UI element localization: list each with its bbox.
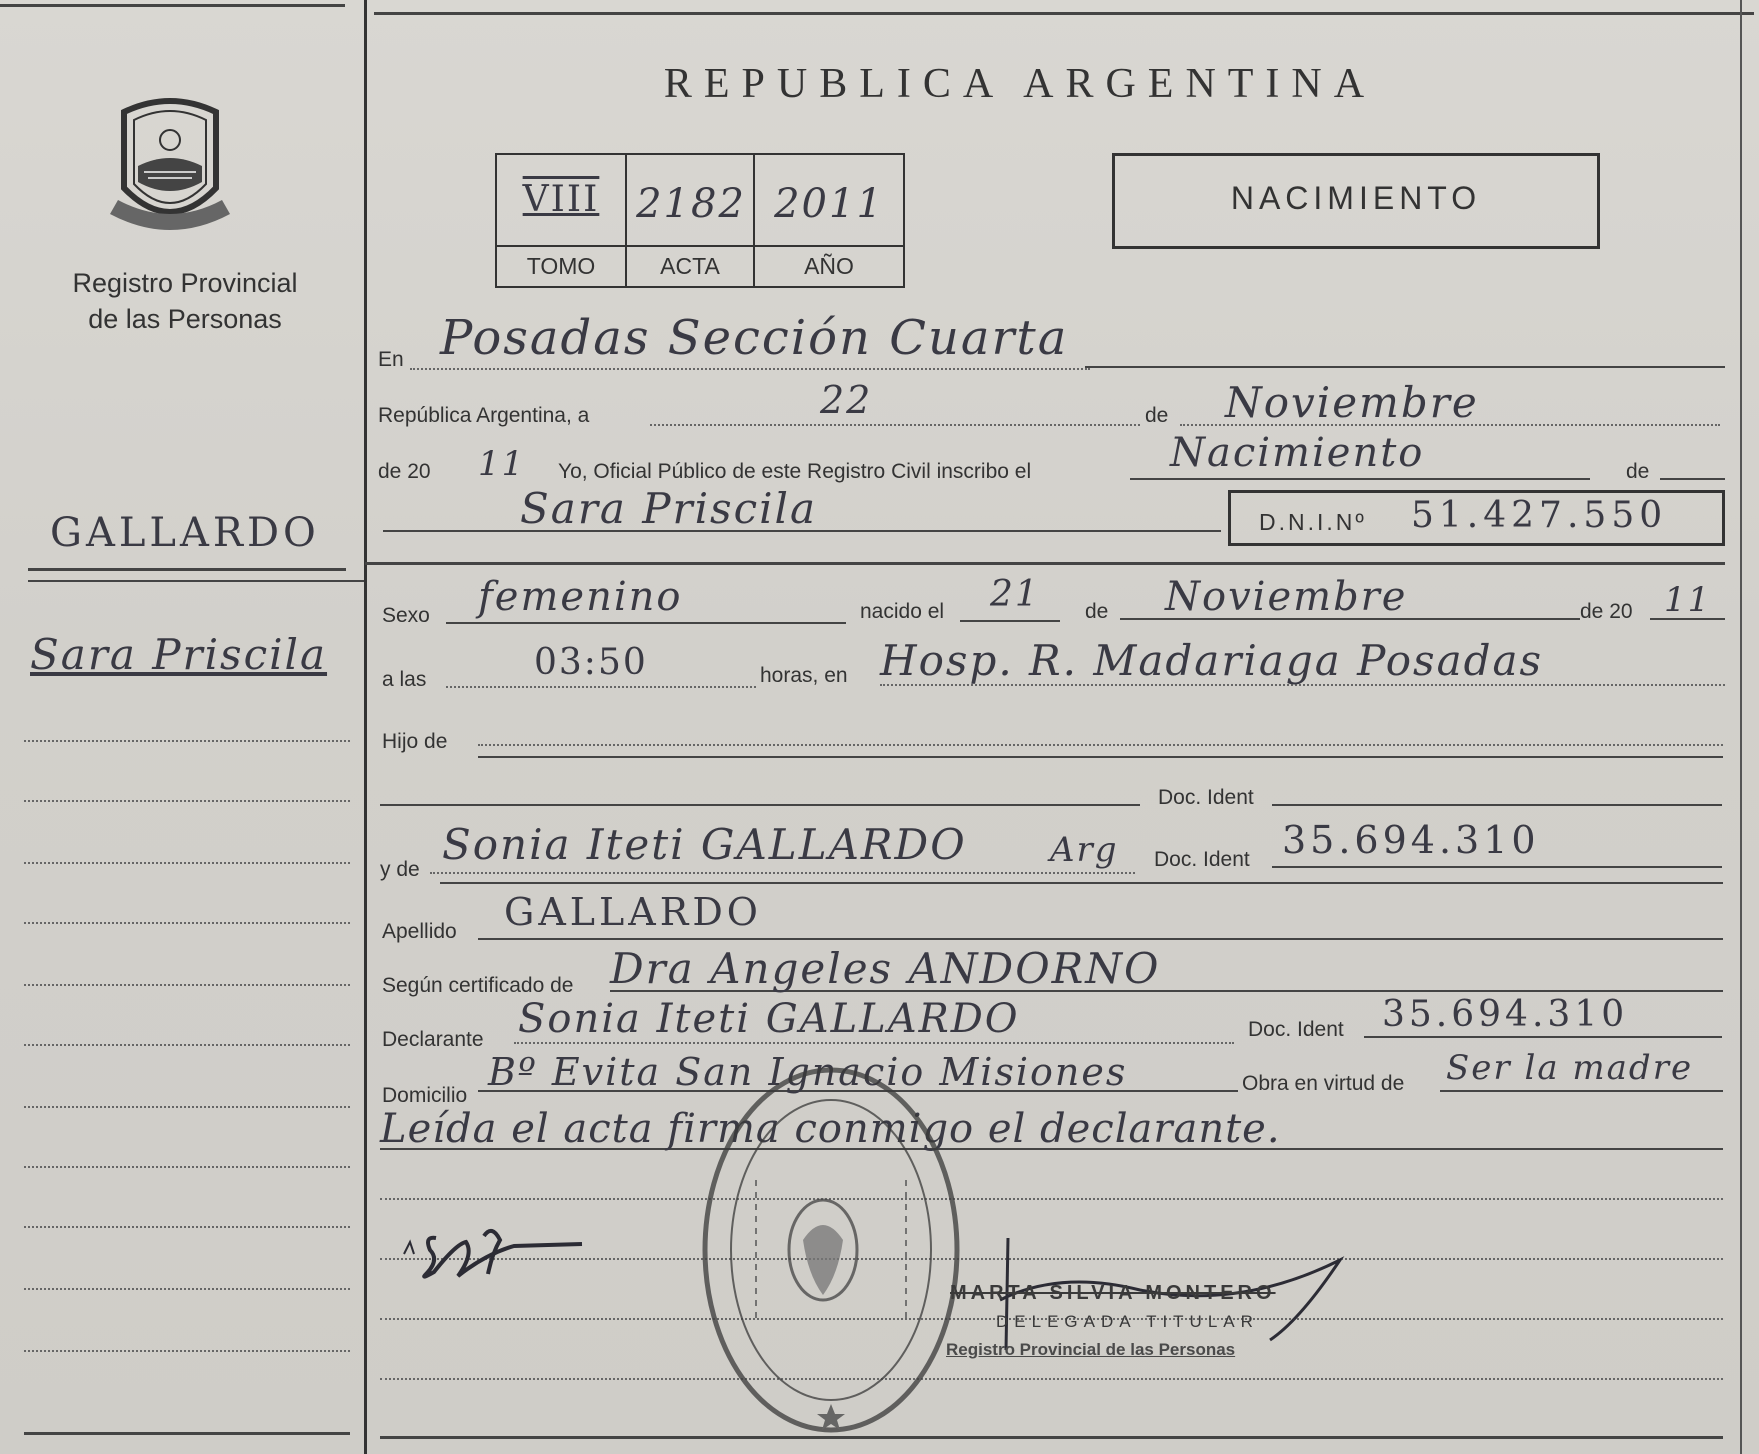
domicilio-label: Domicilio: [382, 1084, 468, 1107]
nacido-label: nacido el: [860, 600, 945, 623]
margin-rule: [24, 1350, 350, 1352]
anio-label: AÑO: [804, 253, 854, 279]
event-value: Nacimiento: [1170, 430, 1425, 476]
time-rule: [446, 686, 756, 688]
alas-label: a las: [382, 668, 427, 691]
top-border-right: [374, 12, 1754, 15]
office-name-line2: de las Personas: [88, 304, 282, 334]
declarante-doc-label: Doc. Ident: [1248, 1018, 1344, 1041]
margin-rule: [24, 862, 350, 864]
year-suffix-value: 11: [478, 444, 526, 484]
margin-given-names: Sara Priscila: [30, 630, 328, 679]
birth-day-value: 21: [990, 574, 1040, 615]
apellido-label: Apellido: [382, 920, 457, 943]
place-rule-end: [1085, 366, 1725, 368]
day-rule: [650, 424, 1140, 426]
margin-bottom-line: [24, 1432, 350, 1435]
de-label-3: de: [1085, 600, 1109, 623]
horas-label: horas, en: [760, 664, 848, 687]
mother-doc-value: 35.694.310: [1282, 818, 1540, 862]
obra-value: Ser la madre: [1446, 1048, 1694, 1088]
section-divider: [365, 562, 1725, 565]
official-name-stamp: MARTA SILVIA MONTERO: [950, 1282, 1276, 1304]
de-label-2: de: [1626, 460, 1650, 483]
act-type-box: [1112, 153, 1600, 249]
margin-rule: [24, 922, 350, 924]
tomo-value: VIII: [522, 179, 600, 220]
yde-label: y de: [380, 858, 420, 881]
birth-place-value: Hosp. R. Madariaga Posadas: [880, 636, 1544, 685]
day-value: 22: [820, 378, 873, 422]
mother-rule-2: [440, 882, 1723, 884]
country-heading: REPUBLICA ARGENTINA: [663, 61, 1377, 107]
top-border-left: [0, 4, 345, 7]
father-doc-rule: [1272, 804, 1722, 806]
declarante-doc-rule: [1364, 1036, 1722, 1038]
dni-label: D.N.I.Nº: [1259, 509, 1367, 535]
apellido-value: GALLARDO: [504, 890, 762, 934]
obra-rule: [1440, 1090, 1723, 1092]
event-rule-end: [1660, 478, 1725, 480]
dni-box: [1228, 490, 1725, 546]
mother-name-value: Sonia Iteti GALLARDO: [442, 820, 967, 869]
declarante-doc-value: 35.694.310: [1382, 994, 1629, 1035]
birth-day-rule: [960, 620, 1060, 622]
body-bottom-line: [380, 1436, 1723, 1439]
certificado-value: Dra Angeles ANDORNO: [610, 944, 1161, 993]
margin-rule: [24, 1166, 350, 1168]
official-office-stamp: Registro Provincial de las Personas: [946, 1340, 1236, 1359]
mother-doc-rule: [1272, 866, 1722, 868]
place-rule: [410, 368, 1090, 370]
body-rule: [380, 1378, 1723, 1380]
de-label: de: [1145, 404, 1169, 427]
margin-rule: [24, 1226, 350, 1228]
yo-text: Yo, Oficial Público de este Registro Civil inscribo el: [558, 460, 1032, 483]
event-rule: [1130, 478, 1590, 480]
mother-doc-label: Doc. Ident: [1154, 848, 1250, 871]
margin-rule: [24, 800, 350, 802]
mother-rule: [430, 872, 1135, 874]
child-name-value: Sara Priscila: [520, 484, 818, 533]
father-rule-2: [478, 756, 1723, 758]
birth-year-suffix-value: 11: [1664, 580, 1712, 620]
hijo-label: Hijo de: [382, 730, 448, 753]
declarante-label: Declarante: [382, 1028, 484, 1051]
closing-text: Leída el acta firma conmigo el declarante.: [380, 1106, 1281, 1152]
margin-rule: [24, 1044, 350, 1046]
time-value: 03:50: [534, 642, 648, 683]
sexo-label: Sexo: [382, 604, 430, 627]
de20-label-2: de 20: [1580, 600, 1633, 623]
official-round-stamp: [698, 1060, 964, 1440]
declarante-value: Sonia Iteti GALLARDO: [518, 996, 1020, 1042]
official-title-stamp: DELEGADA TITULAR: [996, 1312, 1259, 1331]
sexo-rule: [446, 622, 846, 624]
margin-divider: [364, 0, 367, 1454]
republica-label: República Argentina, a: [378, 404, 590, 427]
body-rule: [380, 1198, 1723, 1200]
margin-rule: [24, 740, 350, 742]
declarant-signature: [396, 1214, 586, 1294]
father-rule: [478, 744, 1723, 746]
doc-ident-label: Doc. Ident: [1158, 786, 1254, 809]
en-label: En: [378, 348, 404, 371]
mother-nationality-value: Arg: [1050, 830, 1119, 870]
margin-rule: [24, 1106, 350, 1108]
margin-rule: [24, 1288, 350, 1290]
act-type: NACIMIENTO: [1230, 180, 1482, 216]
acta-label: ACTA: [660, 253, 720, 279]
domicilio-value: Bº Evita San Ignacio Misiones: [488, 1050, 1128, 1094]
acta-value: 2182: [636, 181, 746, 227]
margin-divider-line: [28, 580, 364, 582]
declarante-rule: [514, 1042, 1234, 1044]
birth-month-value: Noviembre: [1165, 574, 1408, 620]
month-value: Noviembre: [1225, 378, 1479, 427]
certificado-label: Según certificado de: [382, 974, 574, 997]
apellido-rule: [478, 938, 1723, 940]
margin-rule: [24, 984, 350, 986]
de20-label: de 20: [378, 460, 431, 483]
office-name-line1: Registro Provincial: [72, 268, 298, 298]
place-value: Posadas Sección Cuarta: [440, 310, 1069, 366]
right-edge: [1740, 0, 1742, 1454]
obra-label: Obra en virtud de: [1242, 1072, 1405, 1095]
anio-value: 2011: [774, 181, 884, 227]
province-seal-logo: [104, 96, 236, 238]
dni-value: 51.427.550: [1411, 495, 1668, 536]
tomo-label: TOMO: [526, 253, 596, 279]
father-rule-3: [380, 804, 1140, 806]
registry-number-table: [495, 153, 905, 288]
margin-surname: GALLARDO: [50, 510, 320, 556]
sexo-value: femenino: [478, 574, 683, 620]
margin-surname-line: [28, 568, 346, 571]
